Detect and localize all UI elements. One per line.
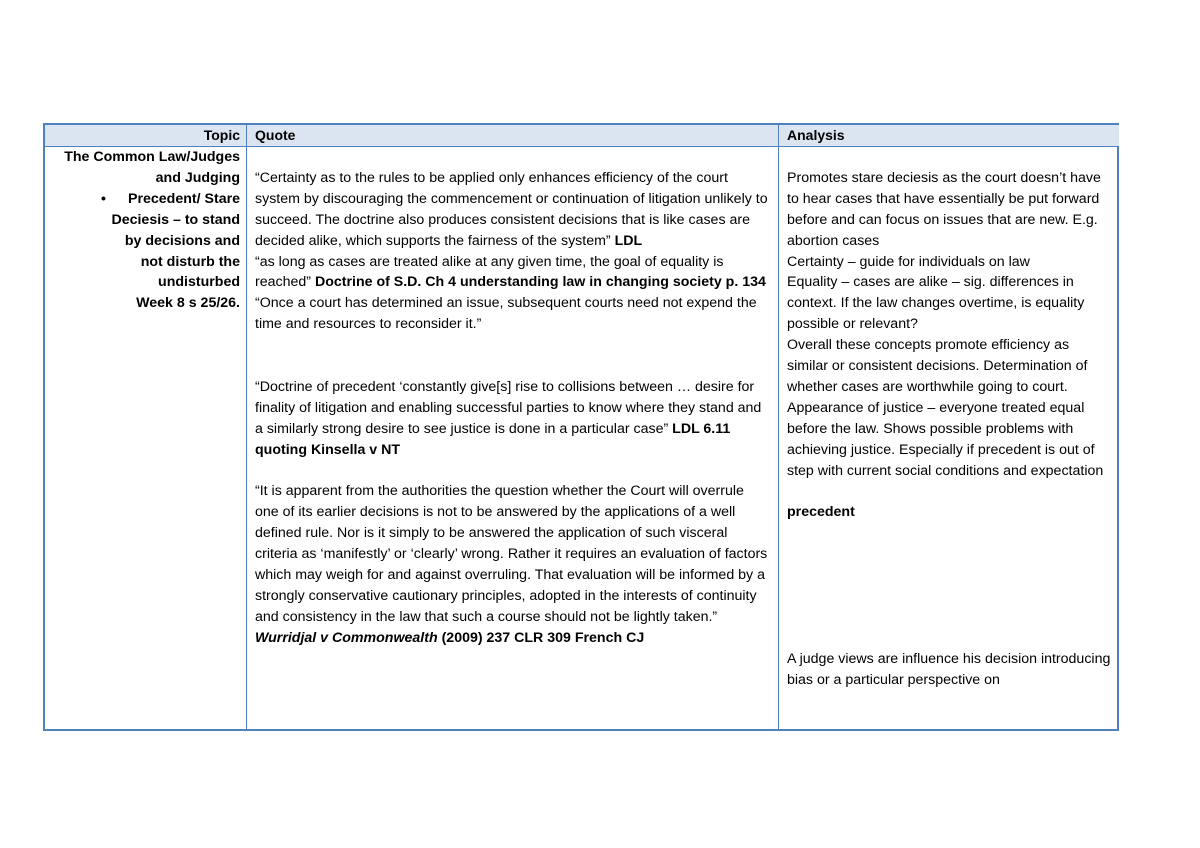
topic-bullet-line1: Precedent/ Stare <box>128 190 240 207</box>
analysis-cell <box>779 147 1119 729</box>
analysis-3: Equality – cases are alike – sig. differences in context. If the law changes overtime, is equality possible or relevant? <box>787 274 1085 333</box>
quote-3: “Once a court has determined an issue, subsequent courts need not expend the time and resources to reconsider it.” <box>255 295 757 333</box>
analysis-2: Certainty – guide for individuals on law <box>787 253 1030 270</box>
quote-cell <box>247 147 779 729</box>
quote-2-source: Doctrine of S.D. Ch 4 understanding law in changing society p. 134 <box>314 274 766 291</box>
quote-5-citation: (2009) 237 CLR 309 French CJ <box>441 629 645 646</box>
quote-1-source: LDL <box>614 232 643 249</box>
topic-title-line1: The Common Law/Judges <box>64 149 240 165</box>
quote-2: “as long as cases are treated alike at any given time, the goal of equality is reached” Doctrine of S.D. Ch 4 understanding law in changing society p. 134 <box>255 253 766 291</box>
topic-title-line2: and Judging <box>155 169 240 186</box>
topic-bullet-line4: not disturb the <box>140 253 240 270</box>
analysis-1: Promotes stare deciesis as the court doesn’t have to hear cases that have essentially be put forward before and can focus on issues that are new. E.g. abortion cases <box>787 169 1101 249</box>
topic-bullet-line3: by decisions and <box>124 232 240 249</box>
topic-bullet-item <box>49 189 240 294</box>
topic-bullet-line5: undisturbed <box>158 274 240 291</box>
bullet-icon: • <box>101 190 106 207</box>
quote-4: “Doctrine of precedent ‘constantly give[s] rise to collisions between … desire for finality of litigation and enabling successful parties to know where they stand and a similarly strong desire to see justice is done in a particular case” LDL 6.11 quoting Kinsella v NT <box>255 378 762 458</box>
topic-cell <box>45 147 247 729</box>
notes-table <box>43 123 1119 731</box>
analysis-4: Overall these concepts promote efficiency as similar or consistent decisions. Determination of whether cases are worthwhile going to court. <box>787 337 1088 395</box>
topic-bullet-line2: Deciesis – to stand <box>111 211 240 228</box>
header-quote: Quote <box>247 125 779 147</box>
quote-4-source: LDL 6.11 quoting Kinsella v NT <box>255 420 731 458</box>
topic-week: Week 8 s 25/26. <box>136 295 240 312</box>
header-analysis: Analysis <box>779 125 1119 147</box>
analysis-5: Appearance of justice – everyone treated equal before the law. Shows possible problems with achieving justice. Especially if precedent is out of step with current social conditions and expectation <box>787 399 1104 479</box>
analysis-6: precedent <box>787 504 855 521</box>
quote-1: “Certainty as to the rules to be applied only enhances efficiency of the court system by discouraging the commencement or continuation of litigation unlikely to succeed. The doctrine also produces consistent decisions that is like cases are decided alike, which supports the fairness of the system” LDL <box>255 169 768 249</box>
quote-5-source <box>255 628 770 649</box>
analysis-7: A judge views are influence his decision introducing bias or a particular perspective on <box>787 650 1111 688</box>
header-topic: Topic <box>45 125 247 147</box>
quote-5-case: Wurridjal v Commonwealth <box>255 629 438 646</box>
quote-5: “It is apparent from the authorities the question whether the Court will overrule one of its earlier decisions is not to be answered by the applications of a well defined rule. Nor is it simply to be answered the application of such visceral criteria as ‘manifestly’ or ‘clearly’ wrong. Rather it requires an evaluation of factors which may weigh for and against overruling. That evaluation will be informed by a strongly conservative cautionary principles, adopted in the interests of continuity and consistency in the law that such a course should not be lightly taken.” <box>255 483 768 625</box>
